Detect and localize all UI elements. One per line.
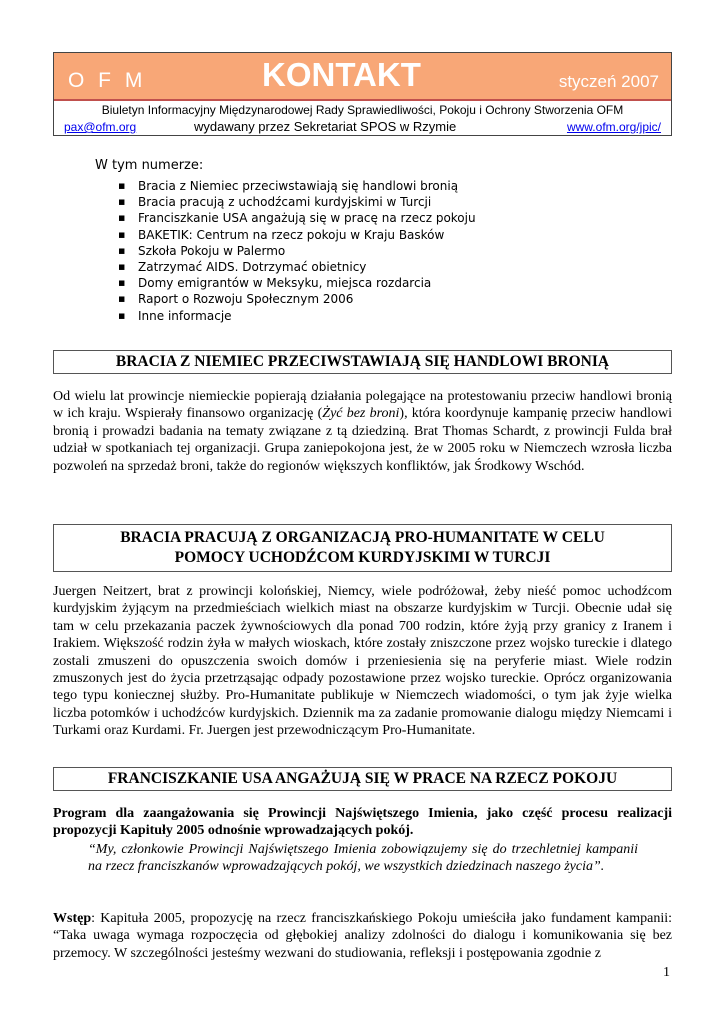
- toc-item: ▪ Domy emigrantów w Meksyku, miejsca rozdarcia: [118, 275, 476, 291]
- website-link[interactable]: www.ofm.org/jpic/: [566, 120, 661, 134]
- email-link[interactable]: pax@ofm.org: [64, 120, 137, 134]
- section2-body: Juergen Neitzert, brat z prowincji kolońskiej, Niemcy, wiele podróżował, żeby nieść pomoc uchodźcom kurdyjskim żyjącym na przedmieściach wielkich miast na obszarze kurdyjskim w Turcji. Obecnie udał się tam w celu przekazania paczek żywnościowych dla ponad 700 rodzin, które żyją przy granicy z Iranem i Irakiem. Większość rodzin żyła w małych wioskach, które zostały zniszczone przez wojsko tureckie i dlatego zostali zmuszeni do opuszczenia swoich domów i przeniesienia się na peryferie miast. Wiele rodzin zmuszonych jest do życia przetrząsając odpady pozostawione przez wojsko tureckie. Oprócz organizowania tego typu koniecznej służby. Pro-Humanitate publikuje w Niemczech wiadomości, o tym jak żyje wielka liczba potomków i uchodźców kurdyjskich. Dziennik ma za zadanie promowanie dialogu między Niemcami i Turkami oraz Kurdami. Fr. Juergen jest przewodniczącym Pro-Humanitate.: [53, 584, 672, 739]
- toc-item: ▪ Inne informacje: [118, 308, 476, 324]
- section1-title: BRACIA Z NIEMIEC PRZECIWSTAWIAJĄ SIĘ HANDLOWI BRONIĄ: [53, 350, 672, 374]
- section2-title: [53, 524, 672, 572]
- toc-item: ▪ Zatrzymać AIDS. Dotrzymać obietnicy: [118, 259, 476, 275]
- section1-text-a: Od wielu lat prowincje niemieckie popierają działania polegające na protestowaniu przeciw handlowi bronią w ich kraju. Wspierały finansowo organizację (: [53, 389, 672, 422]
- section3-intro: [53, 910, 672, 962]
- page-number: 1: [663, 965, 670, 980]
- toc-item: ▪ BAKETIK: Centrum na rzecz pokoju w Kraju Basków: [118, 227, 476, 243]
- intro-text: : Kapituła 2005, propozycję na rzecz franciszkańskiego Pokoju umieściła jako fundament kampanii: “Taka uwaga wymaga rozpoczęcia od głębokiej analizy zdolności do dialogu i komunikowania się bez przemocy. W szczególności jesteśmy wezwani do studiowania, refleksji i postępowania zgodnie z: [53, 911, 672, 961]
- newsletter-header: [53, 52, 672, 136]
- ofm-label: O F M: [68, 69, 147, 92]
- toc-item: ▪ Szkoła Pokoju w Palermo: [118, 243, 476, 259]
- table-of-contents: [118, 178, 476, 324]
- toc-item: ▪ Bracia pracują z uchodźcami kurdyjskimi w Turcji: [118, 194, 476, 210]
- section2-title-line1: BRACIA PRACUJĄ Z ORGANIZACJĄ PRO-HUMANITATE W CELU: [120, 529, 605, 546]
- section1-org-name: Żyć bez broni: [322, 406, 400, 422]
- header-band: [54, 53, 671, 101]
- toc-item: ▪ Franciszkanie USA angażują się w pracę na rzecz pokoju: [118, 210, 476, 226]
- section2-title-line2: POMOCY UCHODŹCOM KURDYJSKIMI W TURCJI: [174, 549, 551, 566]
- section3-lead: Program dla zaangażowania się Prowincji Najświętszego Imienia, jako część procesu realizacji propozycji Kapituły 2005 odnośnie wprowadzających pokój.: [53, 806, 672, 839]
- toc-heading: W tym numerze:: [95, 158, 204, 173]
- section1-body: [53, 388, 672, 475]
- issue-date: styczeń 2007: [558, 72, 659, 91]
- newsletter-subtitle: Biuletyn Informacyjny Międzynarodowej Rady Sprawiedliwości, Pokoju i Ochrony Stworzenia OFM: [101, 103, 624, 117]
- contact-row: [54, 120, 671, 136]
- newsletter-title: KONTAKT: [262, 56, 421, 93]
- section1-text-b: ), która koordynuje kampanię przeciw handlowi bronią i prowadzi badania na tematy związane z tą dziedziną. Brat Thomas Schardt, z prowincji Fulda brał udział w spotkaniach tej organizacji. Grupa zaniepokojona jest, że w 2005 roku w Niemczech wzrosła liczba pozwoleń na sprzedaż broni, także do regionów większych konfliktów, jak Środkowy Wschód.: [53, 406, 672, 474]
- section3-quote: “My, członkowie Prowincji Najświętszego Imienia zobowiązujemy się do trzechletniej kampanii na rzecz franciszkanów wprowadzających pokój, we wszystkich dziedzinach naszego życia”.: [88, 842, 638, 875]
- publisher-line: wydawany przez Sekretariat SPOS w Rzymie: [194, 119, 457, 134]
- toc-item: ▪ Raport o Rozwoju Społecznym 2006: [118, 291, 476, 307]
- section3-title: FRANCISZKANIE USA ANGAŻUJĄ SIĘ W PRACE NA RZECZ POKOJU: [53, 767, 672, 791]
- intro-label: Wstęp: [53, 911, 92, 926]
- toc-item: ▪ Bracia z Niemiec przeciwstawiają się handlowi bronią: [118, 178, 476, 194]
